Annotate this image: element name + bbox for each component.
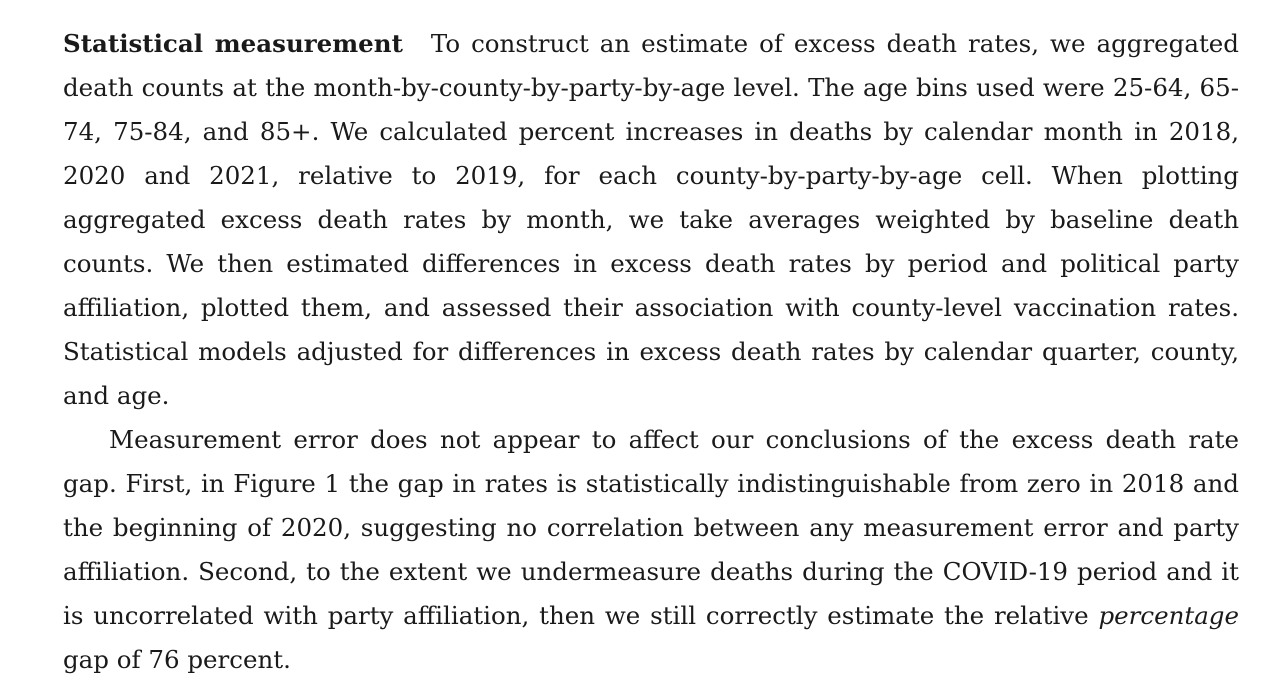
paragraph-measurement-error [63, 418, 1239, 682]
emphasized-word: percentage [1098, 601, 1239, 630]
paragraph-2-text-part-3: gap of 76 percent. [63, 645, 291, 674]
section-heading: Statistical measurement [63, 29, 403, 58]
paragraph-statistical-measurement [63, 22, 1239, 418]
paragraph-2-text-part-1: Measurement error does not appear to affect our conclusions of the excess death rate gap. First, in Figure [63, 425, 1239, 498]
figure-reference-link[interactable]: 1 [324, 469, 341, 498]
paragraph-2-text-part-2: the gap in rates is statistically indistinguishable from zero in 2018 and the beginning of 2020, suggesting no correlation between any measurement error and party affiliation. Second, to the extent we undermeasure deaths during the COVID-19 period and it is uncorrelated with party affiliation, then we still correctly estimate the relative [63, 469, 1239, 630]
paragraph-1-text: To construct an estimate of excess death rates, we aggregated death counts at the month-by-county-by-party-by-age level. The age bins used were 25-64, 65-74, 75-84, and 85+. We calculated percent increases in deaths by calendar month in 2018, 2020 and 2021, relative to 2019, for each county-by-party-by-age cell. When plotting aggregated excess death rates by month, we take averages weighted by baseline death counts. We then estimated differences in excess death rates by period and political party affiliation, plotted them, and assessed their association with county-level vaccination rates. Statistical models adjusted for differences in excess death rates by calendar quarter, county, and age. [63, 29, 1239, 410]
document-page [63, 22, 1239, 682]
